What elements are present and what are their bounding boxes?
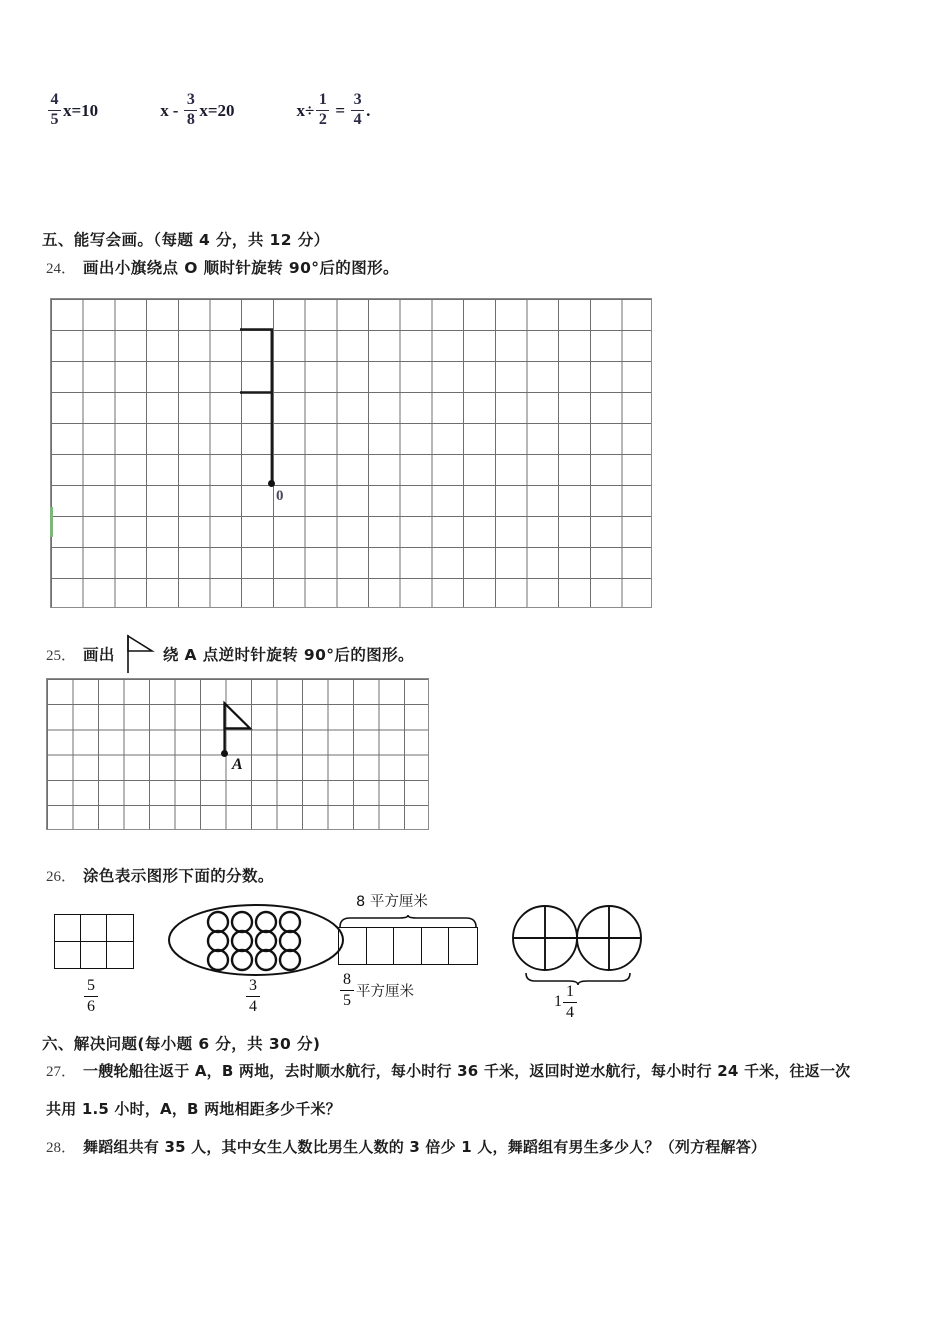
fraction-numerator: 8 [343, 971, 351, 988]
fraction-denominator: 4 [566, 1003, 574, 1021]
bar-cells[interactable] [338, 927, 478, 965]
fraction-numerator: 5 [87, 977, 95, 994]
grid-cell[interactable] [81, 942, 107, 969]
fraction-1-4 [563, 984, 577, 1021]
rotation-center-point [268, 480, 275, 487]
fraction-bar [246, 996, 260, 998]
fraction-numerator: 3 [353, 91, 362, 108]
fraction-1-2 [316, 92, 329, 129]
question-26-number: 26． [46, 869, 77, 885]
top-brace-icon [338, 914, 478, 928]
equation-1-tail: x=10 [63, 100, 99, 120]
figure-2-caption [246, 978, 260, 1015]
fraction-denominator: 4 [249, 997, 257, 1015]
question-27-line-1 [46, 1060, 850, 1081]
question-26-figures [46, 896, 906, 1021]
fraction-denominator: 4 [353, 111, 362, 129]
question-28-text: 舞蹈组共有 35 人，其中女生人数比男生人数的 3 倍少 1 人，舞蹈组有男生多少人？（列方程解答） [83, 1138, 767, 1156]
equation-2 [160, 92, 234, 129]
rect-grid-cells[interactable] [54, 914, 134, 969]
figure-two-circles[interactable] [511, 904, 643, 979]
grid-cell[interactable] [107, 942, 133, 969]
equation-3-prefix: x÷ [296, 100, 315, 120]
figure-4-caption [554, 984, 577, 1021]
fraction-denominator: 5 [50, 111, 59, 129]
grid-cell[interactable] [107, 915, 133, 942]
figure-3-top-label: 8 平方厘米 [356, 894, 428, 910]
equation-2-operator: - [172, 100, 179, 120]
question-24-line [46, 256, 399, 278]
section-five-header: 五、能写会画。（每题 4 分，共 12 分） [42, 231, 330, 249]
equation-1 [46, 92, 98, 129]
question-27-text-line-1: 一艘轮船往返于 A，B 两地，去时顺水航行，每小时行 36 千米，返回时逆水航行，每小时行 24 千米，往返一次 [83, 1062, 851, 1080]
grid-cell[interactable] [422, 928, 450, 964]
inline-flag-icon [122, 634, 156, 674]
rotation-center-label: A [232, 756, 243, 773]
figure-3-caption [340, 972, 414, 1009]
question-27-number: 27． [46, 1064, 77, 1080]
triangle-flag-figure [46, 678, 429, 830]
fraction-denominator: 6 [87, 997, 95, 1015]
equation-3-period: . [366, 100, 371, 120]
question-24-grid[interactable] [50, 298, 652, 608]
equation-3 [297, 92, 371, 129]
fraction-numerator: 1 [566, 983, 574, 1000]
figure-4-brace [524, 972, 632, 991]
grid-cell[interactable] [449, 928, 477, 964]
question-27-text-line-2: 共用 1.5 小时，A，B 两地相距多少千米？ [46, 1100, 341, 1118]
fraction-denominator: 2 [318, 111, 327, 129]
equation-2-tail: x=20 [199, 100, 235, 120]
flag-figure [50, 298, 652, 608]
fraction-numerator: 3 [249, 977, 257, 994]
fraction-4-5 [48, 92, 61, 129]
question-28-number: 28． [46, 1140, 77, 1156]
equation-2-prefix: x [160, 100, 169, 120]
fraction-3-4 [246, 978, 260, 1015]
fraction-5-6 [84, 978, 98, 1015]
mixed-whole-part: 1 [554, 993, 562, 1011]
fraction-numerator: 4 [50, 91, 59, 108]
equals-sign: = [335, 100, 346, 120]
fraction-numerator: 1 [318, 91, 327, 108]
fraction-8-5 [340, 972, 354, 1009]
grid-cell[interactable] [339, 928, 367, 964]
figure-3-caption-unit: 平方厘米 [356, 983, 414, 1000]
question-24-number: 24． [46, 261, 77, 277]
fraction-bar [563, 1002, 577, 1004]
section-six-header: 六、解决问题(每小题 6 分，共 30 分) [42, 1035, 321, 1053]
question-24-text: 画出小旗绕点 O 顺时针旋转 90°后的图形。 [83, 259, 399, 277]
figure-1-caption [84, 978, 98, 1015]
figure-ellipse-circles[interactable] [166, 902, 346, 983]
question-25-text-before: 画出 [83, 646, 115, 664]
question-26-text: 涂色表示图形下面的分数。 [83, 867, 274, 885]
grid-cell[interactable] [81, 915, 107, 942]
question-25-line [46, 634, 414, 674]
bottom-brace-icon [524, 972, 632, 986]
question-28-line [46, 1136, 766, 1157]
question-25-text-after: 绕 A 点逆时针旋转 90°后的图形。 [162, 646, 414, 664]
question-25-grid[interactable] [46, 678, 429, 830]
rotation-center-point [221, 750, 228, 757]
ellipse-with-circles[interactable] [166, 902, 346, 978]
grid-cell[interactable] [367, 928, 395, 964]
question-25-number: 25． [46, 647, 77, 664]
fraction-numerator: 3 [186, 91, 195, 108]
quartered-circles[interactable] [511, 904, 643, 974]
question-26-line [46, 864, 274, 886]
fraction-3-8 [184, 92, 197, 129]
fraction-denominator: 8 [186, 111, 195, 129]
fraction-bar [340, 990, 354, 992]
mixed-number-1-1-4 [554, 984, 577, 1021]
fraction-bar [84, 996, 98, 998]
fraction-denominator: 5 [343, 991, 351, 1009]
grid-cell[interactable] [55, 915, 81, 942]
rotation-center-label: 0 [276, 488, 284, 504]
grid-cell[interactable] [55, 942, 81, 969]
fraction-3-4 [351, 92, 364, 129]
equation-row [46, 92, 370, 129]
grid-cell[interactable] [394, 928, 422, 964]
